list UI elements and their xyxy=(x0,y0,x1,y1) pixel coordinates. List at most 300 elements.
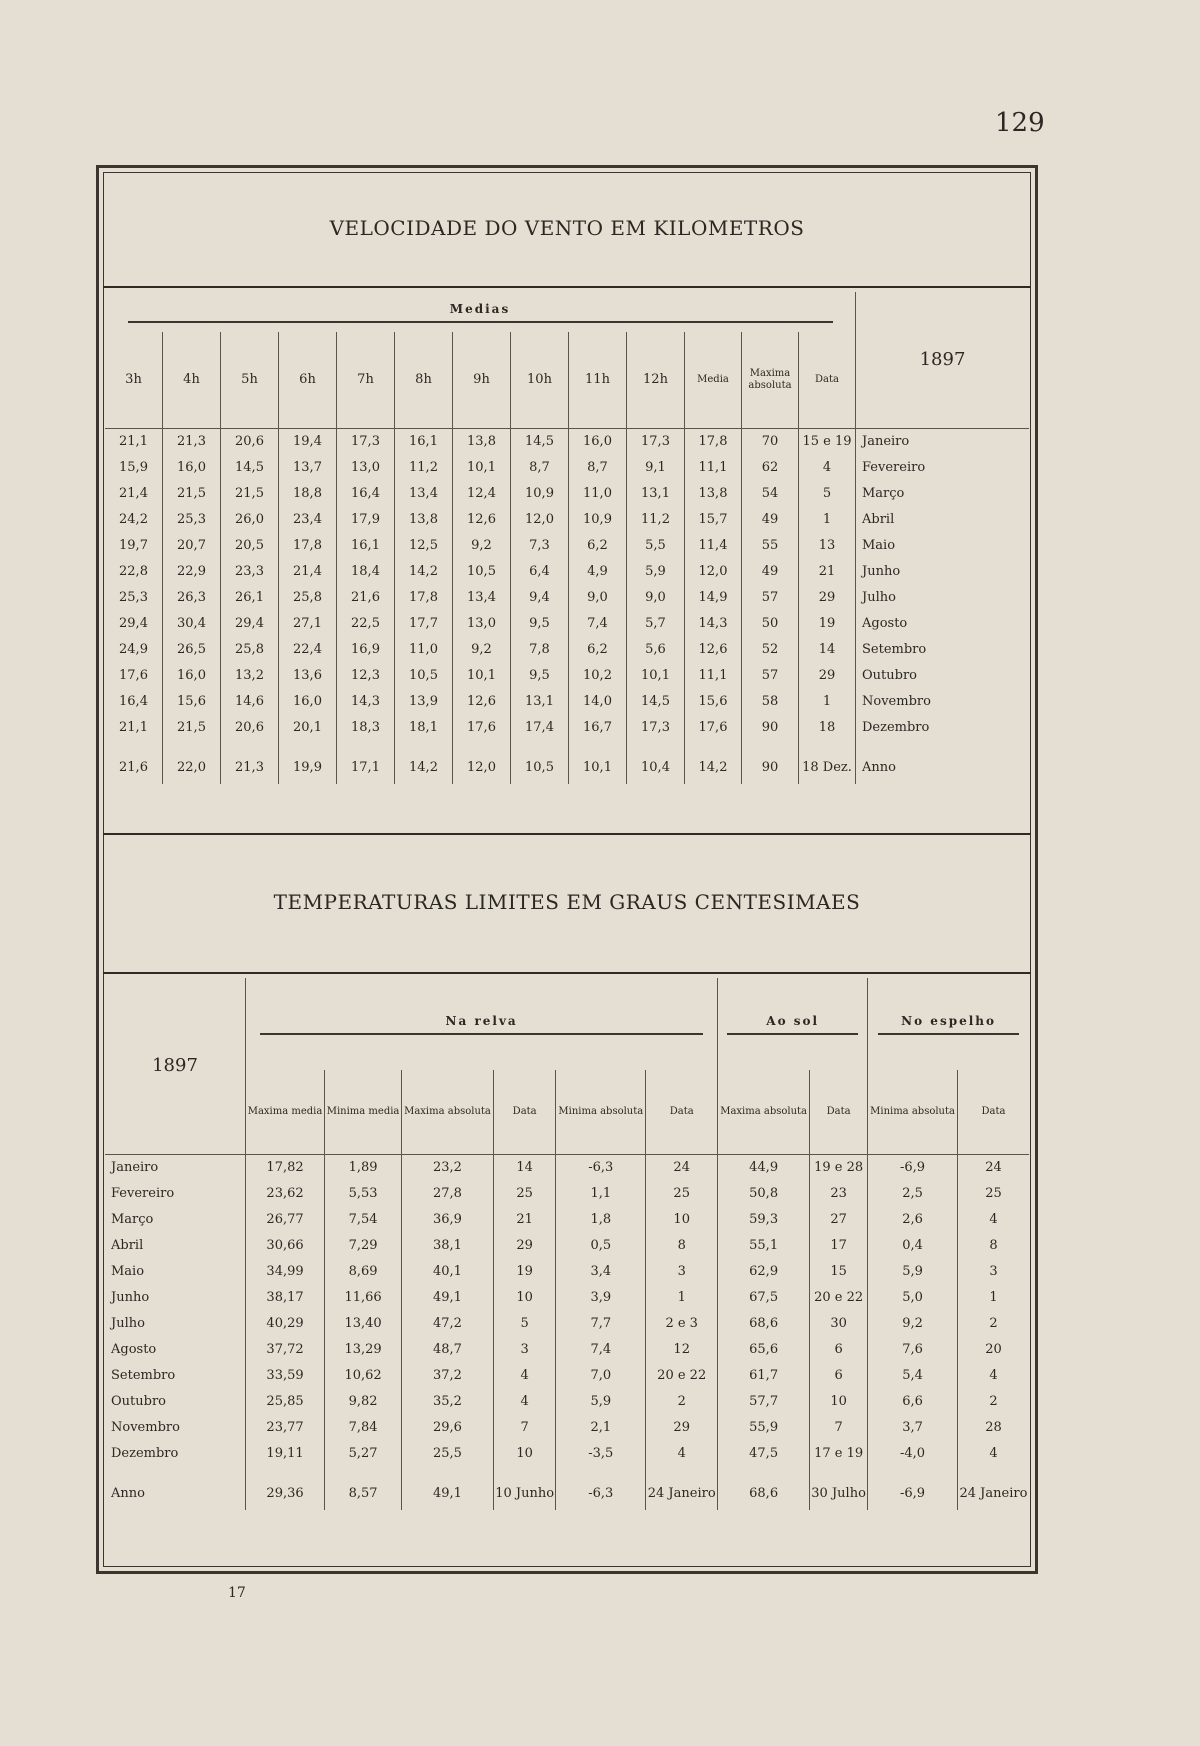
temp-cell: 2 xyxy=(989,1393,998,1409)
wind-cell: 21,4 xyxy=(279,558,337,584)
wind-cell: 22,9 xyxy=(163,558,221,584)
temp-cell: 37,2 xyxy=(402,1362,494,1388)
wind-total-cell: 14,2 xyxy=(395,740,453,784)
temp-total-cell: -6,3 xyxy=(556,1466,646,1510)
wind-cell: 6,4 xyxy=(511,558,569,584)
temp-cell: 23,2 xyxy=(402,1154,494,1180)
table-row xyxy=(105,1232,1029,1258)
temp-cell: 4 xyxy=(989,1211,998,1227)
wind-cell: 15,6 xyxy=(685,688,742,714)
wind-cell: 7,3 xyxy=(511,532,569,558)
month-label: Setembro xyxy=(862,641,927,657)
table-row xyxy=(105,1180,1029,1206)
month-label: Março xyxy=(105,1206,246,1232)
wind-cell: 19,7 xyxy=(105,532,163,558)
wind-cell: 13,2 xyxy=(221,662,279,688)
temp-total-cell: 10 Junho xyxy=(493,1466,556,1510)
month-label: Maio xyxy=(862,537,896,553)
wind-cell: 15,6 xyxy=(163,688,221,714)
wind-cell: 14,0 xyxy=(569,688,627,714)
temp-cell: 7,29 xyxy=(325,1232,402,1258)
temp-cell: 25 xyxy=(985,1185,1002,1201)
wind-cell: 10,9 xyxy=(569,506,627,532)
temp-cell: 50,8 xyxy=(718,1180,810,1206)
wind-cell: 18,8 xyxy=(279,480,337,506)
wind-cell: 15,7 xyxy=(685,506,742,532)
wind-cell: 17,3 xyxy=(627,428,685,454)
wind-col-header: 9h xyxy=(453,332,511,428)
table-row xyxy=(105,1362,1029,1388)
temp-cell: 5,4 xyxy=(868,1362,958,1388)
wind-cell: 11,2 xyxy=(627,506,685,532)
temp-total-cell: 68,6 xyxy=(718,1466,810,1510)
temp-cell: 8 xyxy=(989,1237,998,1253)
wind-cell: 12,4 xyxy=(453,480,511,506)
wind-total-cell: 17,1 xyxy=(337,740,395,784)
wind-cell: 13,8 xyxy=(453,428,511,454)
temp-cell: 3,4 xyxy=(556,1258,646,1284)
temp-cell: 9,2 xyxy=(868,1310,958,1336)
wind-cell: 9,2 xyxy=(453,636,511,662)
temp-cell: 8 xyxy=(646,1232,718,1258)
wind-cell: 11,0 xyxy=(395,636,453,662)
temp-cell: 17,82 xyxy=(246,1154,325,1180)
table-row xyxy=(105,1284,1029,1310)
temp-cell: 4 xyxy=(493,1362,556,1388)
temp-cell: 4 xyxy=(493,1388,556,1414)
wind-cell: 25,3 xyxy=(163,506,221,532)
temp-cell: 47,2 xyxy=(402,1310,494,1336)
wind-col-header: Maxima absoluta xyxy=(742,332,799,428)
table-row xyxy=(105,1310,1029,1336)
month-label: Junho xyxy=(105,1284,246,1310)
wind-cell: 49 xyxy=(742,506,799,532)
temp-cell: 7,7 xyxy=(556,1310,646,1336)
table-row xyxy=(105,662,1029,688)
wind-col-header: Media xyxy=(685,332,742,428)
temp-cell: 13,40 xyxy=(325,1310,402,1336)
wind-cell: 10,1 xyxy=(453,662,511,688)
temp-cell: 37,72 xyxy=(246,1336,325,1362)
temp-cell: 30 xyxy=(810,1310,868,1336)
wind-cell: 4,9 xyxy=(569,558,627,584)
temp-cell: 27 xyxy=(810,1206,868,1232)
temp-cell: 11,66 xyxy=(325,1284,402,1310)
wind-cell: 50 xyxy=(742,610,799,636)
wind-cell: 52 xyxy=(742,636,799,662)
temp-cell: 21 xyxy=(493,1206,556,1232)
wind-cell: 17,6 xyxy=(453,714,511,740)
month-label: Dezembro xyxy=(105,1440,246,1466)
wind-cell: 12,6 xyxy=(453,688,511,714)
wind-cell: 21,6 xyxy=(337,584,395,610)
wind-cell: 17,6 xyxy=(685,714,742,740)
table-row xyxy=(105,1154,1029,1180)
wind-cell: 16,4 xyxy=(337,480,395,506)
month-label: Agosto xyxy=(105,1336,246,1362)
temp-col-header: Maxima absoluta xyxy=(718,1070,810,1154)
temp-cell: 25,85 xyxy=(246,1388,325,1414)
wind-cell: 57 xyxy=(742,662,799,688)
wind-cell: 16,7 xyxy=(569,714,627,740)
wind-cell: 21,4 xyxy=(105,480,163,506)
wind-cell: 21,1 xyxy=(105,428,163,454)
wind-cell: 9,2 xyxy=(453,532,511,558)
wind-cell: 25,8 xyxy=(279,584,337,610)
temp-cell: -3,5 xyxy=(556,1440,646,1466)
temp-cell: -6,9 xyxy=(868,1154,958,1180)
wind-cell: 14,5 xyxy=(221,454,279,480)
temp-cell: 19 e 28 xyxy=(810,1154,868,1180)
temp-cell: 25 xyxy=(646,1180,718,1206)
wind-cell: 16,9 xyxy=(337,636,395,662)
table-row xyxy=(105,688,1029,714)
temp-col-header: Minima absoluta xyxy=(556,1070,646,1154)
temp-cell: 10 xyxy=(646,1206,718,1232)
wind-cell: 17,9 xyxy=(337,506,395,532)
temp-cell: 12 xyxy=(646,1336,718,1362)
page-number: 129 xyxy=(995,108,1045,138)
temp-cell: 2,5 xyxy=(868,1180,958,1206)
temp-total-cell: 29,36 xyxy=(246,1466,325,1510)
temp-cell: 9,82 xyxy=(325,1388,402,1414)
wind-cell: 26,1 xyxy=(221,584,279,610)
wind-cell: 21,5 xyxy=(221,480,279,506)
wind-cell: 15 e 19 xyxy=(799,428,856,454)
month-label: Maio xyxy=(105,1258,246,1284)
wind-cell: 12,3 xyxy=(337,662,395,688)
temp-col-header: Minima absoluta xyxy=(868,1070,958,1154)
temp-cell: 38,1 xyxy=(402,1232,494,1258)
table-row xyxy=(105,454,1029,480)
temp-cell: 2,6 xyxy=(868,1206,958,1232)
month-label: Março xyxy=(862,485,905,501)
total-label: Anno xyxy=(105,1466,246,1510)
temp-col-header: Maxima media xyxy=(246,1070,325,1154)
temp-cell: 2 e 3 xyxy=(646,1310,718,1336)
temp-cell: 10 xyxy=(493,1440,556,1466)
wind-cell: 11,2 xyxy=(395,454,453,480)
temp-cell: 3 xyxy=(989,1263,998,1279)
wind-cell: 29,4 xyxy=(105,610,163,636)
wind-col-header: 4h xyxy=(163,332,221,428)
temp-cell: 67,5 xyxy=(718,1284,810,1310)
wind-cell: 11,1 xyxy=(685,662,742,688)
wind-cell: 17,8 xyxy=(395,584,453,610)
temp-cell: 7,6 xyxy=(868,1336,958,1362)
wind-cell: 20,6 xyxy=(221,428,279,454)
temp-cell: 14 xyxy=(493,1154,556,1180)
temp-cell: 1 xyxy=(989,1289,998,1305)
temp-cell: 59,3 xyxy=(718,1206,810,1232)
wind-cell: 9,5 xyxy=(511,662,569,688)
temp-cell: 5,27 xyxy=(325,1440,402,1466)
temp-cell: 30,66 xyxy=(246,1232,325,1258)
wind-total-cell: 18 Dez. xyxy=(799,740,856,784)
wind-cell: 21,5 xyxy=(163,480,221,506)
wind-cell: 10,2 xyxy=(569,662,627,688)
wind-cell: 13,0 xyxy=(337,454,395,480)
wind-total-cell: 10,5 xyxy=(511,740,569,784)
wind-cell: 6,2 xyxy=(569,532,627,558)
temp-cell: 4 xyxy=(989,1367,998,1383)
wind-cell: 21,5 xyxy=(163,714,221,740)
wind-cell: 54 xyxy=(742,480,799,506)
temp-cell: 4 xyxy=(646,1440,718,1466)
wind-total-cell: 19,9 xyxy=(279,740,337,784)
wind-cell: 18,3 xyxy=(337,714,395,740)
wind-cell: 21,3 xyxy=(163,428,221,454)
temp-cell: 49,1 xyxy=(402,1284,494,1310)
temp-cell: 0,4 xyxy=(868,1232,958,1258)
month-label: Abril xyxy=(105,1232,246,1258)
wind-cell: 6,2 xyxy=(569,636,627,662)
wind-cell: 23,4 xyxy=(279,506,337,532)
temp-cell: 48,7 xyxy=(402,1336,494,1362)
wind-col-header: 10h xyxy=(511,332,569,428)
wind-cell: 7,4 xyxy=(569,610,627,636)
month-label: Fevereiro xyxy=(862,459,926,475)
table-row xyxy=(105,480,1029,506)
total-row xyxy=(105,1466,1029,1510)
wind-cell: 22,5 xyxy=(337,610,395,636)
total-label: Anno xyxy=(862,759,896,775)
temp-cell: 23 xyxy=(810,1180,868,1206)
wind-col-header: 5h xyxy=(221,332,279,428)
temp-table xyxy=(105,978,1029,1510)
wind-cell: 13,9 xyxy=(395,688,453,714)
temp-cell: 2 xyxy=(989,1315,998,1331)
temp-cell: 40,29 xyxy=(246,1310,325,1336)
temp-cell: 17 e 19 xyxy=(810,1440,868,1466)
wind-cell: 11,4 xyxy=(685,532,742,558)
wind-cell: 20,5 xyxy=(221,532,279,558)
wind-cell: 14,3 xyxy=(685,610,742,636)
wind-group-header: Medias xyxy=(105,292,856,332)
wind-cell: 15,9 xyxy=(105,454,163,480)
wind-cell: 9,0 xyxy=(569,584,627,610)
wind-cell: 13,8 xyxy=(685,480,742,506)
table-row xyxy=(105,714,1029,740)
temp-cell: 36,9 xyxy=(402,1206,494,1232)
temp-cell: 0,5 xyxy=(556,1232,646,1258)
wind-cell: 70 xyxy=(742,428,799,454)
wind-cell: 4 xyxy=(799,454,856,480)
temp-cell: 10,62 xyxy=(325,1362,402,1388)
temp-cell: 19,11 xyxy=(246,1440,325,1466)
month-label: Outubro xyxy=(862,667,917,683)
wind-cell: 20,7 xyxy=(163,532,221,558)
table-row xyxy=(105,636,1029,662)
temp-cell: 57,7 xyxy=(718,1388,810,1414)
month-label: Agosto xyxy=(862,615,908,631)
table-row xyxy=(105,1388,1029,1414)
temp-year: 1897 xyxy=(105,978,246,1154)
group-relva: Na relva xyxy=(246,978,718,1070)
wind-cell: 16,4 xyxy=(105,688,163,714)
month-label: Dezembro xyxy=(862,719,930,735)
month-label: Novembro xyxy=(105,1414,246,1440)
temp-cell: 65,6 xyxy=(718,1336,810,1362)
wind-cell: 1 xyxy=(799,688,856,714)
total-row xyxy=(105,740,1029,784)
wind-cell: 16,0 xyxy=(163,454,221,480)
tables-frame xyxy=(96,165,1038,1574)
wind-cell: 29,4 xyxy=(221,610,279,636)
wind-total-cell: 21,3 xyxy=(221,740,279,784)
temp-cell: 29,6 xyxy=(402,1414,494,1440)
wind-cell: 9,1 xyxy=(627,454,685,480)
temp-cell: 68,6 xyxy=(718,1310,810,1336)
wind-cell: 21,1 xyxy=(105,714,163,740)
wind-col-header: 11h xyxy=(569,332,627,428)
month-label: Julho xyxy=(105,1310,246,1336)
temp-cell: 25 xyxy=(493,1180,556,1206)
wind-cell: 5,7 xyxy=(627,610,685,636)
month-label: Fevereiro xyxy=(105,1180,246,1206)
wind-cell: 29 xyxy=(799,662,856,688)
temp-cell: 33,59 xyxy=(246,1362,325,1388)
temp-cell: 2,1 xyxy=(556,1414,646,1440)
wind-cell: 19 xyxy=(799,610,856,636)
wind-total-cell: 90 xyxy=(742,740,799,784)
wind-cell: 13,8 xyxy=(395,506,453,532)
wind-cell: 17,6 xyxy=(105,662,163,688)
temp-col-header: Data xyxy=(810,1070,868,1154)
temp-cell: 2 xyxy=(646,1388,718,1414)
wind-col-header: 8h xyxy=(395,332,453,428)
wind-cell: 5,6 xyxy=(627,636,685,662)
temp-cell: 13,29 xyxy=(325,1336,402,1362)
temp-cell: 24 xyxy=(957,1154,1029,1180)
wind-cell: 13,4 xyxy=(453,584,511,610)
temp-cell: 20 e 22 xyxy=(810,1284,868,1310)
temp-total-cell: -6,9 xyxy=(868,1466,958,1510)
temp-cell: 3,7 xyxy=(868,1414,958,1440)
wind-cell: 16,1 xyxy=(337,532,395,558)
wind-cell: 16,0 xyxy=(279,688,337,714)
wind-cell: 17,3 xyxy=(337,428,395,454)
wind-cell: 13 xyxy=(799,532,856,558)
wind-cell: 20,6 xyxy=(221,714,279,740)
wind-cell: 14,3 xyxy=(337,688,395,714)
temp-cell: 29 xyxy=(646,1414,718,1440)
table-row xyxy=(105,584,1029,610)
wind-cell: 18 xyxy=(799,714,856,740)
wind-cell: 49 xyxy=(742,558,799,584)
temp-cell: 1,8 xyxy=(556,1206,646,1232)
wind-total-cell: 12,0 xyxy=(453,740,511,784)
temp-cell: 7,54 xyxy=(325,1206,402,1232)
temp-cell: 15 xyxy=(810,1258,868,1284)
wind-cell: 14,9 xyxy=(685,584,742,610)
wind-cell: 17,8 xyxy=(279,532,337,558)
wind-cell: 23,3 xyxy=(221,558,279,584)
wind-cell: 12,0 xyxy=(685,558,742,584)
wind-cell: 22,8 xyxy=(105,558,163,584)
wind-col-header: Data xyxy=(799,332,856,428)
temp-cell: 23,77 xyxy=(246,1414,325,1440)
wind-cell: 5,5 xyxy=(627,532,685,558)
temp-col-header: Data xyxy=(646,1070,718,1154)
temp-cell: 10 xyxy=(493,1284,556,1310)
temp-cell: 3,9 xyxy=(556,1284,646,1310)
temp-cell: 7,0 xyxy=(556,1362,646,1388)
temp-cell: 6 xyxy=(810,1362,868,1388)
table-row xyxy=(105,1336,1029,1362)
wind-total-cell: 10,1 xyxy=(569,740,627,784)
temp-total-cell: 24 Janeiro xyxy=(646,1466,718,1510)
wind-cell: 30,4 xyxy=(163,610,221,636)
wind-cell: 14 xyxy=(799,636,856,662)
temp-col-header: Maxima absoluta xyxy=(402,1070,494,1154)
wind-cell: 10,5 xyxy=(453,558,511,584)
table-row xyxy=(105,558,1029,584)
temp-total-cell: 24 Janeiro xyxy=(959,1485,1028,1501)
wind-cell: 10,9 xyxy=(511,480,569,506)
temp-cell: 5,9 xyxy=(868,1258,958,1284)
temp-cell: 23,62 xyxy=(246,1180,325,1206)
wind-cell: 14,6 xyxy=(221,688,279,714)
temp-cell: 5 xyxy=(493,1310,556,1336)
table-row xyxy=(105,1206,1029,1232)
wind-cell: 14,2 xyxy=(395,558,453,584)
temp-cell: 44,9 xyxy=(718,1154,810,1180)
month-label: Setembro xyxy=(105,1362,246,1388)
temp-cell: 6,6 xyxy=(868,1388,958,1414)
wind-cell: 5 xyxy=(799,480,856,506)
table-row xyxy=(105,1440,1029,1466)
temp-cell: 17 xyxy=(810,1232,868,1258)
wind-cell: 29 xyxy=(799,584,856,610)
temp-cell: 5,9 xyxy=(556,1388,646,1414)
temp-cell: -6,3 xyxy=(556,1154,646,1180)
temp-col-header: Data xyxy=(493,1070,556,1154)
temp-cell: 55,9 xyxy=(718,1414,810,1440)
wind-cell: 11,0 xyxy=(569,480,627,506)
wind-cell: 7,8 xyxy=(511,636,569,662)
wind-cell: 13,7 xyxy=(279,454,337,480)
temp-col-header: Data xyxy=(981,1105,1006,1117)
wind-cell: 26,0 xyxy=(221,506,279,532)
temp-total-cell: 8,57 xyxy=(325,1466,402,1510)
temp-cell: 62,9 xyxy=(718,1258,810,1284)
temp-cell: 38,17 xyxy=(246,1284,325,1310)
wind-cell: 14,5 xyxy=(511,428,569,454)
table-row xyxy=(105,506,1029,532)
temp-cell: 3 xyxy=(646,1258,718,1284)
temp-cell: 26,77 xyxy=(246,1206,325,1232)
wind-cell: 12,6 xyxy=(453,506,511,532)
wind-cell: 8,7 xyxy=(569,454,627,480)
temp-cell: 20 xyxy=(985,1341,1002,1357)
wind-cell: 16,1 xyxy=(395,428,453,454)
wind-cell: 26,5 xyxy=(163,636,221,662)
wind-cell: 27,1 xyxy=(279,610,337,636)
temp-cell: 25,5 xyxy=(402,1440,494,1466)
month-label: Janeiro xyxy=(856,428,1030,454)
month-label: Abril xyxy=(862,511,895,527)
temp-cell: 7 xyxy=(493,1414,556,1440)
temp-cell: 27,8 xyxy=(402,1180,494,1206)
wind-cell: 90 xyxy=(742,714,799,740)
wind-cell: 58 xyxy=(742,688,799,714)
wind-cell: 22,4 xyxy=(279,636,337,662)
temp-table-title: TEMPERATURAS LIMITES EM GRAUS CENTESIMAES xyxy=(273,890,861,914)
wind-cell: 62 xyxy=(742,454,799,480)
wind-cell: 17,7 xyxy=(395,610,453,636)
temp-cell: 3 xyxy=(493,1336,556,1362)
